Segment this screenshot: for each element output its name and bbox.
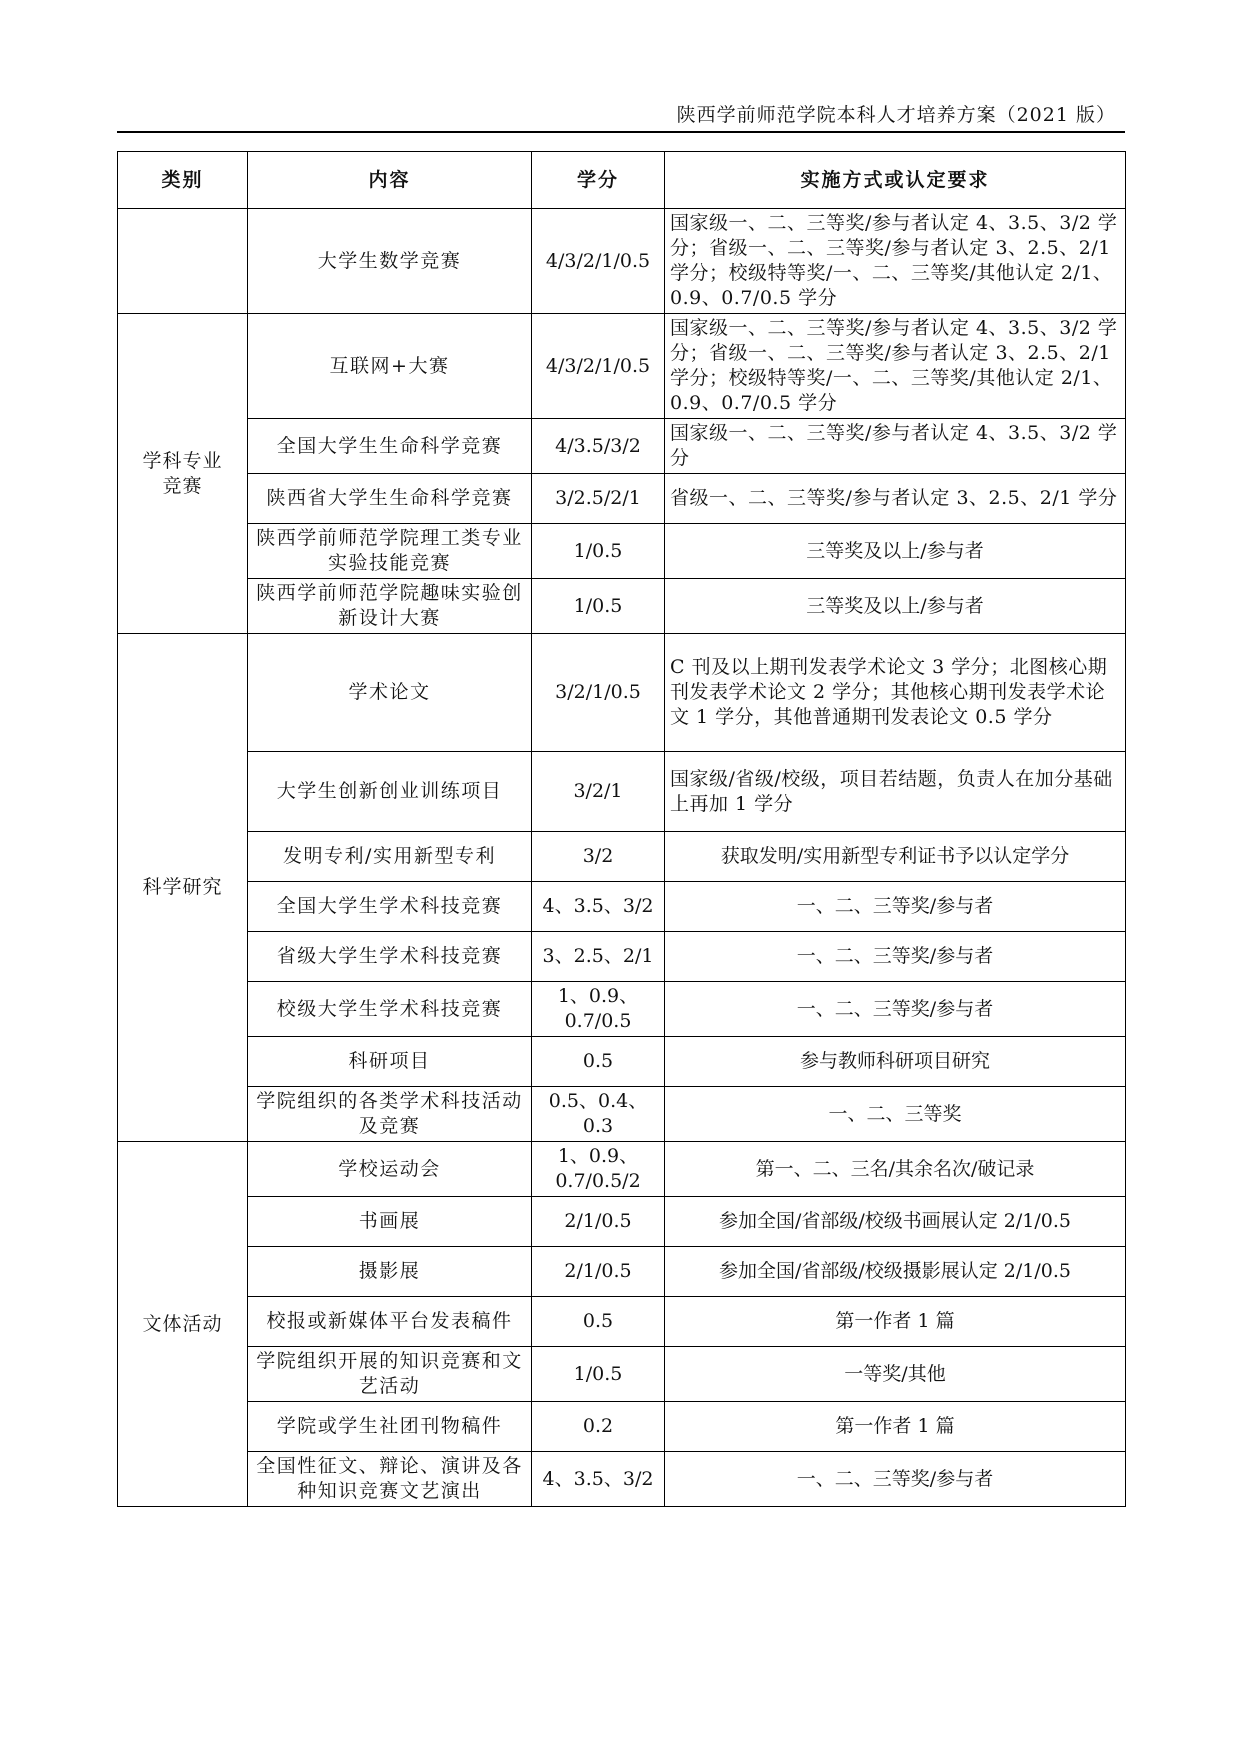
content-cell: 全国性征文、辩论、演讲及各种知识竞赛文艺演出	[248, 1452, 532, 1507]
requirement-cell: 参加全国/省部级/校级书画展认定 2/1/0.5	[665, 1197, 1126, 1247]
table-row	[118, 314, 1126, 419]
table-header-row	[118, 152, 1126, 209]
table-row	[118, 524, 1126, 579]
credit-cell: 0.5	[532, 1037, 665, 1087]
table-row	[118, 832, 1126, 882]
table-row	[118, 579, 1126, 634]
table-row	[118, 982, 1126, 1037]
table-row	[118, 1347, 1126, 1402]
header-credit: 学分	[532, 152, 665, 209]
credit-cell: 1、0.9、0.7/0.5/2	[532, 1142, 665, 1197]
requirement-cell: 三等奖及以上/参与者	[665, 524, 1126, 579]
credit-cell: 1/0.5	[532, 524, 665, 579]
table-row	[118, 882, 1126, 932]
header-content: 内容	[248, 152, 532, 209]
credit-cell: 0.5	[532, 1297, 665, 1347]
requirement-cell: 国家级一、二、三等奖/参与者认定 4、3.5、3/2 学分	[665, 419, 1126, 474]
credit-cell: 2/1/0.5	[532, 1247, 665, 1297]
content-cell: 学校运动会	[248, 1142, 532, 1197]
table-row	[118, 1452, 1126, 1507]
credit-table	[117, 151, 1126, 1507]
requirement-cell: 参加全国/省部级/校级摄影展认定 2/1/0.5	[665, 1247, 1126, 1297]
content-cell: 发明专利/实用新型专利	[248, 832, 532, 882]
table-body	[118, 209, 1126, 1507]
content-cell: 互联网+大赛	[248, 314, 532, 419]
requirement-cell: 一等奖/其他	[665, 1347, 1126, 1402]
requirement-cell: 国家级一、二、三等奖/参与者认定 4、3.5、3/2 学分；省级一、二、三等奖/参与者认定 3、2.5、2/1 学分；校级特等奖/一、二、三等奖/其他认定 2/1、0.9、0.7/0.5 学分	[665, 314, 1126, 419]
table-row	[118, 1087, 1126, 1142]
requirement-cell: 省级一、二、三等奖/参与者认定 3、2.5、2/1 学分	[665, 474, 1126, 524]
content-cell: 全国大学生学术科技竞赛	[248, 882, 532, 932]
content-cell: 陕西省大学生生命科学竞赛	[248, 474, 532, 524]
header-requirement: 实施方式或认定要求	[665, 152, 1126, 209]
credit-cell: 4/3/2/1/0.5	[532, 314, 665, 419]
requirement-cell: 国家级一、二、三等奖/参与者认定 4、3.5、3/2 学分；省级一、二、三等奖/参与者认定 3、2.5、2/1 学分；校级特等奖/一、二、三等奖/其他认定 2/1、0.9、0.7/0.5 学分	[665, 209, 1126, 314]
content-cell: 科研项目	[248, 1037, 532, 1087]
content-cell: 书画展	[248, 1197, 532, 1247]
table-row	[118, 634, 1126, 752]
credit-cell: 2/1/0.5	[532, 1197, 665, 1247]
credit-cell: 0.5、0.4、0.3	[532, 1087, 665, 1142]
content-cell: 学院或学生社团刊物稿件	[248, 1402, 532, 1452]
category-cell: 文体活动	[118, 1142, 248, 1507]
page-header-title: 陕西学前师范学院本科人才培养方案（2021 版）	[676, 104, 1116, 126]
requirement-cell: 一、二、三等奖/参与者	[665, 882, 1126, 932]
content-cell: 省级大学生学术科技竞赛	[248, 932, 532, 982]
content-cell: 摄影展	[248, 1247, 532, 1297]
requirement-cell: 国家级/省级/校级，项目若结题，负责人在加分基础上再加 1 学分	[665, 752, 1126, 832]
table-row	[118, 474, 1126, 524]
category-cell: 学科专业竞赛	[118, 314, 248, 634]
content-cell: 学院组织开展的知识竞赛和文艺活动	[248, 1347, 532, 1402]
requirement-cell: 一、二、三等奖	[665, 1087, 1126, 1142]
table-row	[118, 1402, 1126, 1452]
content-cell: 校级大学生学术科技竞赛	[248, 982, 532, 1037]
requirement-cell: 参与教师科研项目研究	[665, 1037, 1126, 1087]
credit-cell: 3/2.5/2/1	[532, 474, 665, 524]
table-row	[118, 752, 1126, 832]
content-cell: 陕西学前师范学院趣味实验创新设计大赛	[248, 579, 532, 634]
requirement-cell: 一、二、三等奖/参与者	[665, 932, 1126, 982]
table-row	[118, 1037, 1126, 1087]
requirement-cell: 一、二、三等奖/参与者	[665, 1452, 1126, 1507]
content-cell: 大学生数学竞赛	[248, 209, 532, 314]
content-cell: 学术论文	[248, 634, 532, 752]
table-row	[118, 1297, 1126, 1347]
credit-cell: 0.2	[532, 1402, 665, 1452]
credit-cell: 3/2/1	[532, 752, 665, 832]
requirement-cell: 第一作者 1 篇	[665, 1297, 1126, 1347]
credit-cell: 4、3.5、3/2	[532, 882, 665, 932]
table-row	[118, 1247, 1126, 1297]
credit-cell: 3/2	[532, 832, 665, 882]
credit-cell: 1/0.5	[532, 1347, 665, 1402]
requirement-cell: 第一作者 1 篇	[665, 1402, 1126, 1452]
table-row	[118, 1142, 1126, 1197]
content-cell: 大学生创新创业训练项目	[248, 752, 532, 832]
header-rule	[117, 131, 1125, 133]
table-row	[118, 209, 1126, 314]
credit-cell: 4、3.5、3/2	[532, 1452, 665, 1507]
credit-cell: 1/0.5	[532, 579, 665, 634]
credit-cell: 3/2/1/0.5	[532, 634, 665, 752]
content-cell: 全国大学生生命科学竞赛	[248, 419, 532, 474]
content-cell: 陕西学前师范学院理工类专业实验技能竞赛	[248, 524, 532, 579]
table-row	[118, 932, 1126, 982]
credit-cell: 4/3.5/3/2	[532, 419, 665, 474]
credit-cell: 1、0.9、0.7/0.5	[532, 982, 665, 1037]
content-cell: 学院组织的各类学术科技活动及竞赛	[248, 1087, 532, 1142]
requirement-cell: 一、二、三等奖/参与者	[665, 982, 1126, 1037]
table-row	[118, 419, 1126, 474]
requirement-cell: 第一、二、三名/其余名次/破记录	[665, 1142, 1126, 1197]
header-category: 类别	[118, 152, 248, 209]
content-cell: 校报或新媒体平台发表稿件	[248, 1297, 532, 1347]
credit-cell: 3、2.5、2/1	[532, 932, 665, 982]
category-cell	[118, 209, 248, 314]
requirement-cell: 获取发明/实用新型专利证书予以认定学分	[665, 832, 1126, 882]
requirement-cell: C 刊及以上期刊发表学术论文 3 学分；北图核心期刊发表学术论文 2 学分；其他核心期刊发表学术论文 1 学分，其他普通期刊发表论文 0.5 学分	[665, 634, 1126, 752]
requirement-cell: 三等奖及以上/参与者	[665, 579, 1126, 634]
category-cell: 科学研究	[118, 634, 248, 1142]
table-row	[118, 1197, 1126, 1247]
credit-cell: 4/3/2/1/0.5	[532, 209, 665, 314]
